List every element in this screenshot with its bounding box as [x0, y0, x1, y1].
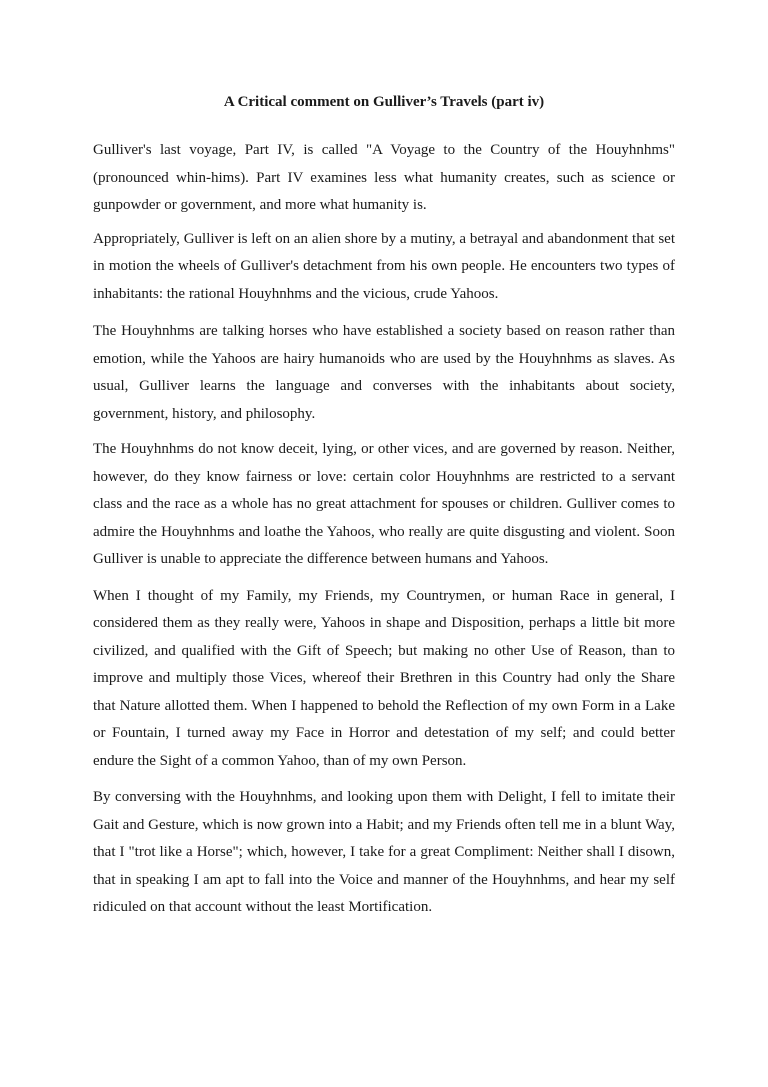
paragraph-quote-horse: By conversing with the Houyhnhms, and looking upon them with Delight, I fell to imitate their Gait and Gesture, which is now grown into a Habit; and my Friends often tell me in a blunt Way, that I "trot like a Horse"; which, however, I take for a great Compliment: Neither shall I disown, that in speaking I am apt to fall into the Voice and manner of the Houyhnhms, and hear my self ridiculed on that account without the least Mortification. [93, 789, 675, 915]
document-body [93, 92, 675, 930]
paragraph-reason: The Houyhnhms do not know deceit, lying, or other vices, and are governed by reason. Neither, however, do they know fairness or love: certain color Houyhnhms are restricted to a servant class and the race as a whole has no great attachment for spouses or children. Gulliver comes to admire the Houyhnhms and loathe the Yahoos, who really are quite disgusting and violent. Soon Gulliver is unable to appreciate the difference between humans and Yahoos. [93, 441, 675, 567]
paragraph-quote-family: When I thought of my Family, my Friends, my Countrymen, or human Race in general, I considered them as they really were, Yahoos in shape and Disposition, perhaps a little bit more civilized, and qualified with the Gift of Speech; but making no other Use of Reason, than to improve and multiply those Vices, whereof their Brethren in this Country had only the Share that Nature allotted them. When I happened to behold the Reflection of my own Form in a Lake or Fountain, I turned away my Face in Horror and detestation of my self; and could better endure the Sight of a common Yahoo, than of my own Person. [93, 587, 675, 769]
paragraph-intro: Gulliver's last voyage, Part IV, is called "A Voyage to the Country of the Houyhnhms" (pronounced whin-hims). Part IV examines less what humanity creates, such as science or gunpowder or government, and more what humanity is. [93, 142, 675, 213]
document-title: A Critical comment on Gulliver’s Travels (part iv) [223, 94, 545, 110]
paragraph-arrival: Appropriately, Gulliver is left on an alien shore by a mutiny, a betrayal and abandonment that set in motion the wheels of Gulliver's detachment from his own people. He encounters two types of inhabitants: the rational Houyhnhms and the vicious, crude Yahoos. [93, 230, 675, 302]
paragraph-houyhnhms: The Houyhnhms are talking horses who have established a society based on reason rather than emotion, while the Yahoos are hairy humanoids who are used by the Houyhnhms as slaves. As usual, Gulliver learns the language and converses with the inhabitants about society, government, history, and philosophy. [93, 323, 675, 422]
